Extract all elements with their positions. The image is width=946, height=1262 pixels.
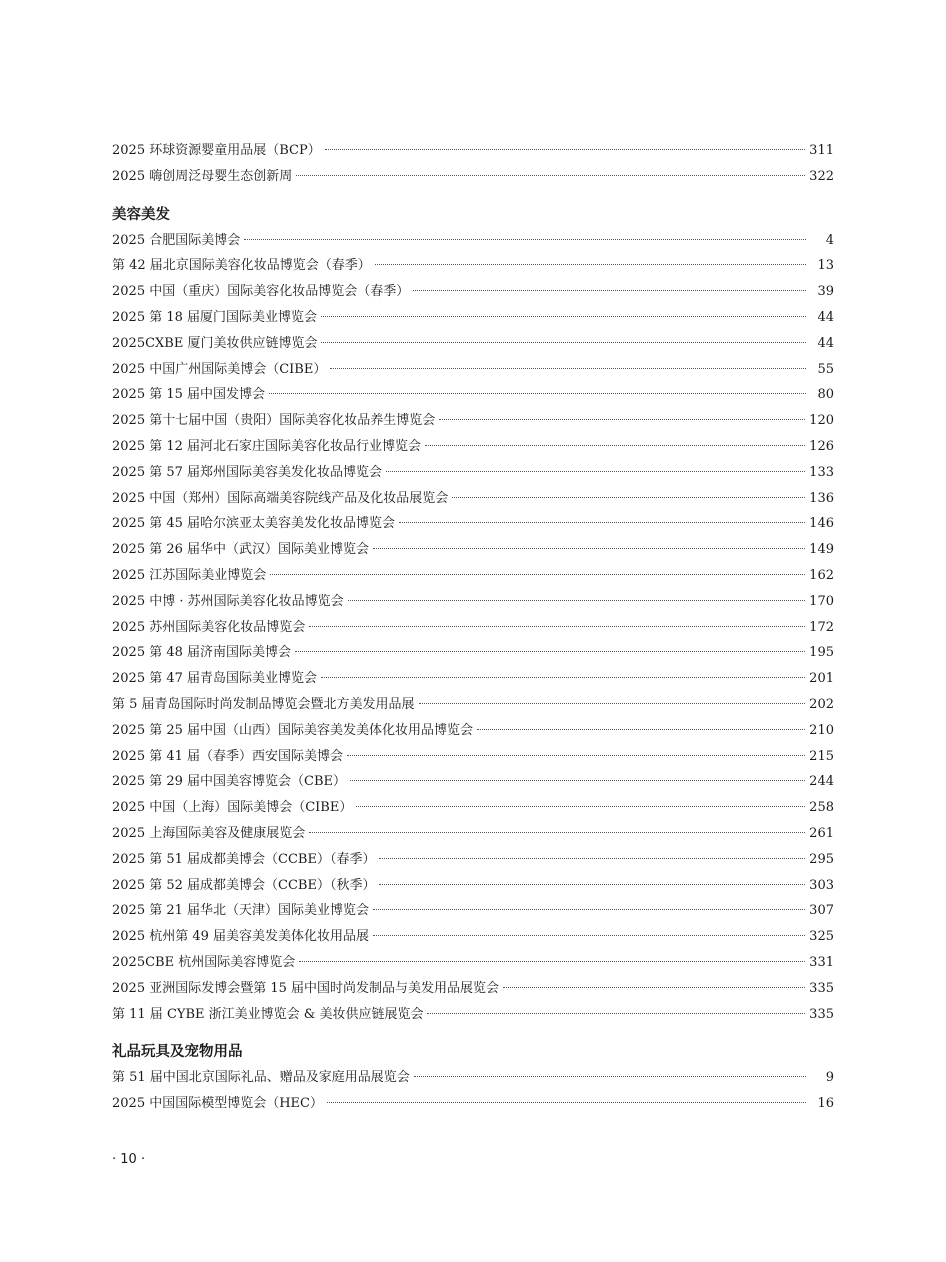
toc-entry bbox=[112, 589, 834, 615]
toc-entry-title: 2025 中国（上海）国际美博会（CIBE） bbox=[112, 800, 353, 816]
table-of-contents bbox=[112, 138, 834, 1117]
toc-entry-page: 331 bbox=[809, 954, 834, 970]
toc-entry-page: 258 bbox=[809, 800, 834, 816]
toc-entry-page: 335 bbox=[809, 980, 834, 996]
toc-entry-page: 307 bbox=[809, 903, 834, 919]
section-heading: 礼品玩具及宠物用品 bbox=[112, 1044, 243, 1061]
dot-leader bbox=[414, 1076, 806, 1077]
toc-entry-page: 335 bbox=[809, 1006, 834, 1022]
dot-leader bbox=[295, 651, 805, 652]
dot-leader bbox=[503, 987, 805, 988]
dot-leader bbox=[379, 884, 805, 885]
toc-entry bbox=[112, 1002, 834, 1028]
section-heading: 美容美发 bbox=[112, 206, 170, 223]
toc-entry bbox=[112, 847, 834, 873]
toc-entry-title: 2025 第 21 届华北（天津）国际美业博览会 bbox=[112, 903, 370, 919]
dot-leader bbox=[327, 1102, 806, 1103]
toc-entry-title: 2025 第 41 届（春季）西安国际美博会 bbox=[112, 748, 344, 764]
toc-entry-page: 4 bbox=[825, 232, 834, 248]
toc-entry-title: 2025 亚洲国际发博会暨第 15 届中国时尚发制品与美发用品展览会 bbox=[112, 980, 500, 996]
toc-entry-page: 133 bbox=[809, 464, 834, 480]
toc-entry bbox=[112, 1091, 834, 1117]
toc-entry bbox=[112, 898, 834, 924]
dot-leader bbox=[321, 316, 806, 317]
toc-entry-page: 201 bbox=[809, 671, 834, 687]
toc-entry-page: 120 bbox=[809, 413, 834, 429]
toc-entry bbox=[112, 640, 834, 666]
toc-entry bbox=[112, 821, 834, 847]
toc-entry bbox=[112, 1065, 834, 1091]
toc-entry-title: 第 11 届 CYBE 浙江美业博览会 & 美妆供应链展览会 bbox=[112, 1006, 424, 1022]
toc-entry bbox=[112, 305, 834, 331]
toc-entry bbox=[112, 434, 834, 460]
toc-entry-title: 第 42 届北京国际美容化妆品博览会（春季） bbox=[112, 258, 371, 274]
toc-entry-title: 2025 中国（郑州）国际高端美容院线产品及化妆品展览会 bbox=[112, 490, 449, 506]
toc-entry-title: 2025 第 45 届哈尔滨亚太美容美发化妆品博览会 bbox=[112, 516, 396, 532]
top-entries bbox=[112, 138, 834, 190]
dot-leader bbox=[330, 368, 806, 369]
toc-entry-page: 44 bbox=[817, 335, 834, 351]
toc-entry-page: 170 bbox=[809, 593, 834, 609]
toc-entry bbox=[112, 769, 834, 795]
dot-leader bbox=[439, 419, 805, 420]
toc-entry-page: 195 bbox=[809, 645, 834, 661]
toc-entry-page: 322 bbox=[809, 168, 834, 184]
toc-entry-title: 2025 第 29 届中国美容博览会（CBE） bbox=[112, 774, 347, 790]
toc-entry bbox=[112, 692, 834, 718]
toc-entry bbox=[112, 279, 834, 305]
toc-entry-title: 2025 第 26 届华中（武汉）国际美业博览会 bbox=[112, 542, 370, 558]
toc-entry bbox=[112, 924, 834, 950]
page-number: · 10 · bbox=[112, 1152, 146, 1167]
dot-leader bbox=[399, 522, 805, 523]
toc-entry-page: 9 bbox=[825, 1070, 834, 1086]
toc-entry-page: 202 bbox=[809, 696, 834, 712]
dot-leader bbox=[321, 677, 805, 678]
dot-leader bbox=[270, 574, 805, 575]
toc-entry-page: 55 bbox=[817, 361, 834, 377]
toc-entry-title: 2025CBE 杭州国际美容博览会 bbox=[112, 954, 296, 970]
toc-entry bbox=[112, 228, 834, 254]
toc-entry bbox=[112, 331, 834, 357]
toc-entry-page: 80 bbox=[817, 387, 834, 403]
toc-entry bbox=[112, 666, 834, 692]
toc-entry-page: 295 bbox=[809, 851, 834, 867]
toc-entry-page: 16 bbox=[817, 1096, 834, 1112]
toc-entry bbox=[112, 795, 834, 821]
toc-entry-title: 2025 中国国际模型博览会（HEC） bbox=[112, 1096, 323, 1112]
toc-entry-page: 136 bbox=[809, 490, 834, 506]
toc-entry bbox=[112, 511, 834, 537]
toc-entry-title: 2025 江苏国际美业博览会 bbox=[112, 567, 267, 583]
toc-entry-title: 2025 第 52 届成都美博会（CCBE）（秋季） bbox=[112, 877, 376, 893]
toc-entry-title: 2025 第 15 届中国发博会 bbox=[112, 387, 266, 403]
toc-entry-title: 2025 第 47 届青岛国际美业博览会 bbox=[112, 671, 318, 687]
toc-entry bbox=[112, 718, 834, 744]
toc-entry-page: 126 bbox=[809, 438, 834, 454]
toc-entry bbox=[112, 976, 834, 1002]
toc-entry-page: 172 bbox=[809, 619, 834, 635]
toc-entry-title: 2025 合肥国际美博会 bbox=[112, 232, 241, 248]
dot-leader bbox=[375, 264, 806, 265]
toc-entry-page: 244 bbox=[809, 774, 834, 790]
toc-entry bbox=[112, 357, 834, 383]
toc-entry-title: 2025 中国广州国际美博会（CIBE） bbox=[112, 361, 327, 377]
toc-entry-title: 2025 杭州第 49 届美容美发美体化妆用品展 bbox=[112, 929, 370, 945]
toc-entry-title: 2025 第 18 届厦门国际美业博览会 bbox=[112, 309, 318, 325]
dot-leader bbox=[413, 290, 806, 291]
dot-leader bbox=[379, 858, 805, 859]
toc-entry bbox=[112, 408, 834, 434]
dot-leader bbox=[309, 832, 805, 833]
dot-leader bbox=[373, 935, 805, 936]
toc-entry-page: 39 bbox=[817, 284, 834, 300]
dot-leader bbox=[348, 600, 806, 601]
dot-leader bbox=[452, 497, 805, 498]
dot-leader bbox=[373, 548, 805, 549]
dot-leader bbox=[425, 445, 805, 446]
dot-leader bbox=[350, 780, 805, 781]
dot-leader bbox=[321, 342, 806, 343]
toc-entry bbox=[112, 615, 834, 641]
toc-entry-title: 2025 第十七届中国（贵阳）国际美容化妆品养生博览会 bbox=[112, 413, 436, 429]
toc-entry-page: 162 bbox=[809, 567, 834, 583]
toc-entry bbox=[112, 460, 834, 486]
toc-entry-page: 44 bbox=[817, 309, 834, 325]
dot-leader bbox=[347, 755, 805, 756]
toc-entry-title: 2025CXBE 厦门美妆供应链博览会 bbox=[112, 335, 318, 351]
toc-entry-title: 2025 第 51 届成都美博会（CCBE）（春季） bbox=[112, 851, 376, 867]
toc-entry-title: 2025 第 25 届中国（山西）国际美容美发美体化妆用品博览会 bbox=[112, 722, 474, 738]
toc-entry-page: 261 bbox=[809, 825, 834, 841]
toc-entry-title: 第 51 届中国北京国际礼品、赠品及家庭用品展览会 bbox=[112, 1070, 410, 1086]
toc-entry bbox=[112, 563, 834, 589]
toc-entry bbox=[112, 537, 834, 563]
toc-entry-page: 215 bbox=[809, 748, 834, 764]
dot-leader bbox=[373, 909, 805, 910]
dot-leader bbox=[427, 1013, 805, 1014]
toc-entry-title: 2025 苏州国际美容化妆品博览会 bbox=[112, 619, 306, 635]
dot-leader bbox=[477, 729, 805, 730]
toc-entry-page: 146 bbox=[809, 516, 834, 532]
toc-entry-title: 2025 第 57 届郑州国际美容美发化妆品博览会 bbox=[112, 464, 383, 480]
toc-entry bbox=[112, 744, 834, 770]
dot-leader bbox=[419, 703, 806, 704]
toc-entry-title: 2025 嗨创周泛母婴生态创新周 bbox=[112, 168, 293, 184]
toc-entry-title: 2025 环球资源婴童用品展（BCP） bbox=[112, 143, 321, 158]
toc-entry-page: 311 bbox=[809, 143, 834, 158]
toc-entry bbox=[112, 950, 834, 976]
toc-entry-title: 2025 上海国际美容及健康展览会 bbox=[112, 825, 306, 841]
toc-entry-page: 210 bbox=[809, 722, 834, 738]
toc-entry-page: 149 bbox=[809, 542, 834, 558]
toc-entry bbox=[112, 138, 834, 164]
dot-leader bbox=[356, 806, 805, 807]
toc-entry-page: 325 bbox=[809, 929, 834, 945]
toc-entry-title: 2025 中博 · 苏州国际美容化妆品博览会 bbox=[112, 593, 344, 609]
dot-leader bbox=[309, 626, 805, 627]
toc-sections bbox=[112, 202, 834, 1117]
toc-entry bbox=[112, 486, 834, 512]
toc-entry-page: 303 bbox=[809, 877, 834, 893]
toc-entry-title: 第 5 届青岛国际时尚发制品博览会暨北方美发用品展 bbox=[112, 696, 415, 712]
dot-leader bbox=[386, 471, 805, 472]
dot-leader bbox=[269, 393, 806, 394]
dot-leader bbox=[299, 961, 805, 962]
dot-leader bbox=[244, 239, 806, 240]
toc-entry-title: 2025 第 48 届济南国际美博会 bbox=[112, 645, 292, 661]
toc-entry bbox=[112, 382, 834, 408]
toc-entry-page: 13 bbox=[817, 258, 834, 274]
toc-entry-title: 2025 中国（重庆）国际美容化妆品博览会（春季） bbox=[112, 284, 410, 300]
toc-entry-title: 2025 第 12 届河北石家庄国际美容化妆品行业博览会 bbox=[112, 438, 422, 454]
dot-leader bbox=[325, 149, 805, 150]
toc-entry bbox=[112, 873, 834, 899]
toc-entry bbox=[112, 164, 834, 190]
dot-leader bbox=[296, 175, 805, 176]
toc-entry bbox=[112, 253, 834, 279]
